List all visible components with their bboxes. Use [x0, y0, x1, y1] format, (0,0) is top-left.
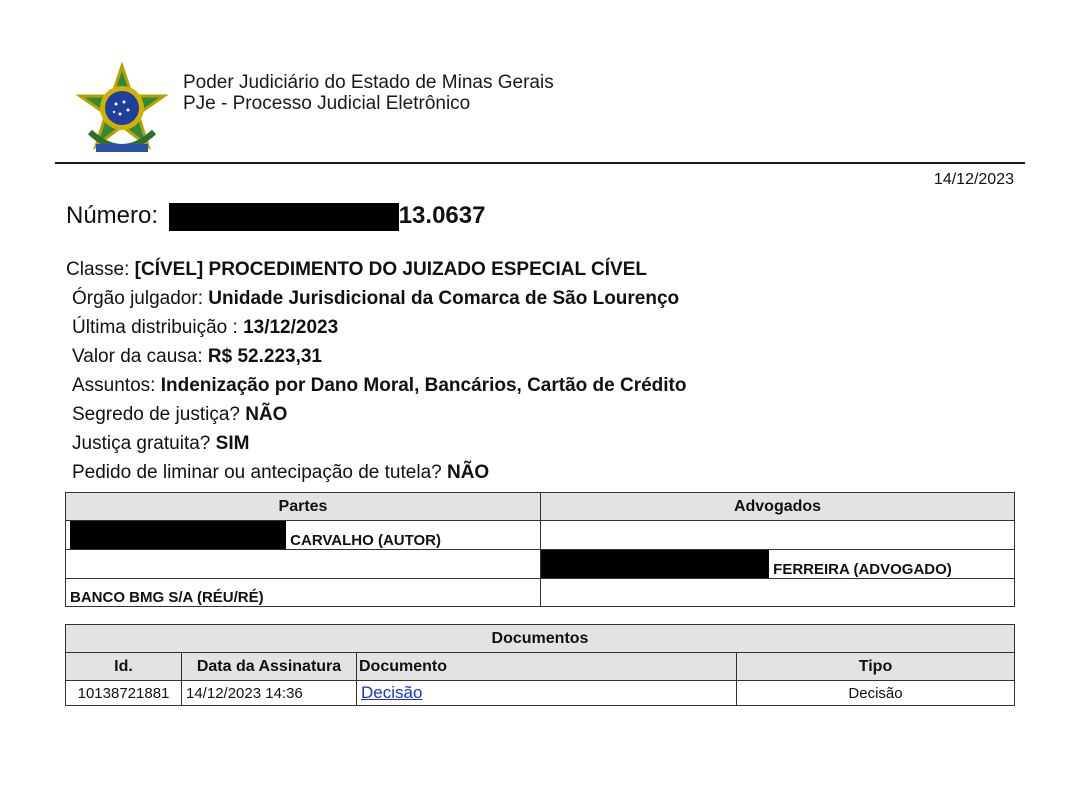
col-data: Data da Assinatura: [182, 653, 357, 681]
process-number: [66, 201, 485, 231]
empty-cell: [541, 579, 1015, 607]
col-tipo: Tipo: [737, 653, 1015, 681]
redaction-block: [70, 521, 286, 549]
doc-tipo: Decisão: [737, 681, 1015, 706]
header-divider: [55, 162, 1025, 164]
header-line2: PJe - Processo Judicial Eletrônico: [183, 93, 471, 114]
field-segredo: Segredo de justiça? NÃO: [72, 404, 288, 425]
col-advogados: Advogados: [541, 493, 1015, 521]
empty-cell: [541, 521, 1015, 550]
partes-table: [65, 492, 1015, 607]
coat-of-arms-emblem: [76, 62, 168, 160]
numero-suffix: 13.0637: [398, 202, 486, 229]
advogado-name: FERREIRA (ADVOGADO): [773, 561, 952, 578]
redaction-block: [541, 550, 769, 578]
advogado-cell: [541, 550, 1015, 579]
table-row: [66, 579, 1015, 607]
documentos-table: [65, 624, 1015, 706]
col-partes: Partes: [66, 493, 541, 521]
col-documento: Documento: [357, 653, 737, 681]
numero-label: Número:: [66, 202, 159, 229]
doc-data: 14/12/2023 14:36: [182, 681, 357, 706]
empty-cell: [66, 550, 541, 579]
table-row: [66, 550, 1015, 579]
doc-documento-cell: [357, 681, 737, 706]
decisao-link[interactable]: Decisão: [361, 683, 423, 702]
field-orgao: Órgão julgador: Unidade Jurisdicional da Comarca de São Lourenço: [72, 288, 680, 309]
field-classe: Classe: [CÍVEL] PROCEDIMENTO DO JUIZADO ESPECIAL CÍVEL: [66, 259, 647, 280]
field-valor: Valor da causa: R$ 52.223,31: [72, 346, 322, 367]
header-line1: Poder Judiciário do Estado de Minas Gerais: [183, 72, 554, 93]
document-date: 14/12/2023: [933, 171, 1014, 188]
reu-cell: BANCO BMG S/A (RÉU/RÉ): [66, 579, 541, 607]
header-text: [183, 72, 554, 114]
field-liminar: Pedido de liminar ou antecipação de tutela? NÃO: [72, 462, 490, 483]
redaction-block: [169, 203, 399, 231]
autor-cell: [66, 521, 541, 550]
col-id: Id.: [66, 653, 182, 681]
field-gratuita: Justiça gratuita? SIM: [72, 433, 250, 454]
doc-id: 10138721881: [66, 681, 182, 706]
table-row: [66, 681, 1015, 706]
autor-name: CARVALHO (AUTOR): [290, 532, 441, 549]
process-fields: [66, 255, 686, 487]
table-row: [66, 521, 1015, 550]
documentos-title: Documentos: [66, 625, 1015, 653]
field-assuntos: Assuntos: Indenização por Dano Moral, Bancários, Cartão de Crédito: [72, 375, 687, 396]
field-distribuicao: Última distribuição : 13/12/2023: [72, 317, 339, 338]
